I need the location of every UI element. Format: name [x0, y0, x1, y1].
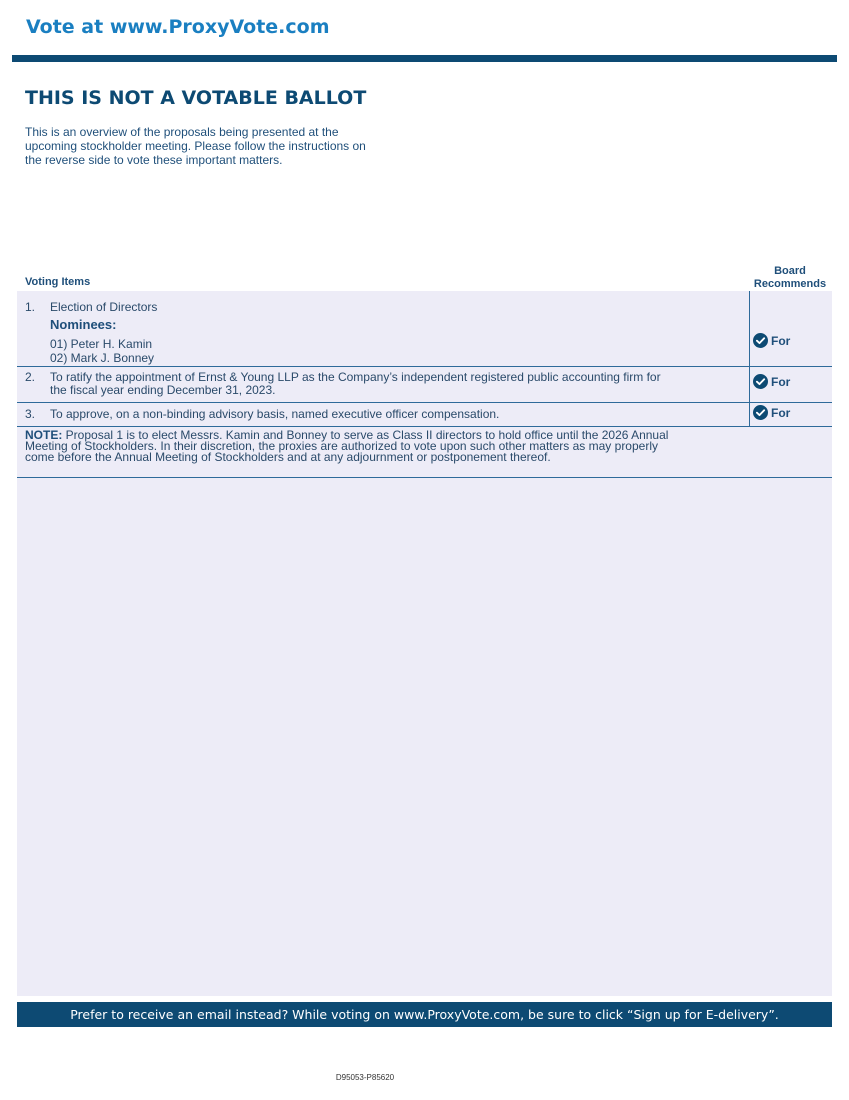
page-title: THIS IS NOT A VOTABLE BALLOT: [25, 87, 367, 109]
note-line-text: Proposal 1 is to elect Messrs. Kamin and Bonney to serve as Class II directors to hold office until the 2026 Annual: [62, 428, 669, 442]
recommendation-label: For: [771, 333, 791, 348]
recommendation-label: For: [771, 405, 791, 420]
item-1-recommendation: [753, 333, 790, 348]
item-3-text: To approve, on a non-binding advisory basis, named executive officer compensation.: [50, 407, 500, 421]
item-3-number: 3.: [25, 407, 36, 421]
item-2-text-line: To ratify the appointment of Ernst & Young LLP as the Company’s independent registered public accounting firm for: [50, 370, 661, 384]
header-divider: [12, 55, 837, 62]
item-3-recommendation: [753, 405, 790, 420]
board-recommends-line: Recommends: [753, 278, 827, 290]
e-delivery-banner: [17, 1002, 832, 1027]
item-2-number: 2.: [25, 370, 36, 384]
check-circle-icon: [753, 333, 768, 348]
check-circle-icon: [753, 374, 768, 389]
intro-line: This is an overview of the proposals being presented at the: [25, 125, 339, 139]
row-divider: [17, 402, 832, 403]
note-line: come before the Annual Meeting of Stockholders and at any adjournment or postponement thereof.: [25, 450, 551, 464]
nominees-label: Nominees:: [50, 317, 117, 332]
item-1-number: 1.: [25, 300, 36, 314]
document-code: D95053-P85620: [335, 1073, 395, 1082]
row-divider: [17, 477, 832, 478]
board-recommends-line: Board: [774, 265, 806, 277]
nominee-2: 02) Mark J. Bonney: [50, 351, 155, 365]
voting-items-header: Voting Items: [25, 276, 91, 288]
check-circle-icon: [753, 405, 768, 420]
item-2-recommendation: [753, 374, 790, 389]
board-recommends-header: [750, 265, 830, 291]
item-1-text: Election of Directors: [50, 300, 158, 314]
proxyvote-link[interactable]: Vote at www.ProxyVote.com: [26, 16, 330, 38]
intro-line: the reverse side to vote these important matters.: [25, 153, 283, 167]
note-text: [25, 430, 747, 463]
row-divider: [17, 366, 832, 367]
nominee-1: 01) Peter H. Kamin: [50, 337, 153, 351]
item-2-text-line: the fiscal year ending December 31, 2023.: [50, 383, 276, 397]
intro-line: upcoming stockholder meeting. Please follow the instructions on: [25, 139, 366, 153]
note-line: Meeting of Stockholders. In their discretion, the proxies are authorized to vote upon such other matters as may properly: [25, 439, 658, 453]
intro-text: [25, 125, 425, 167]
recommendation-label: For: [771, 374, 791, 389]
column-divider: [749, 291, 750, 427]
row-divider: [17, 426, 832, 427]
e-delivery-text: Prefer to receive an email instead? While voting on www.ProxyVote.com, be sure to click “Sign up for E-delivery”.: [70, 1007, 779, 1022]
note-label: NOTE:: [25, 428, 63, 442]
